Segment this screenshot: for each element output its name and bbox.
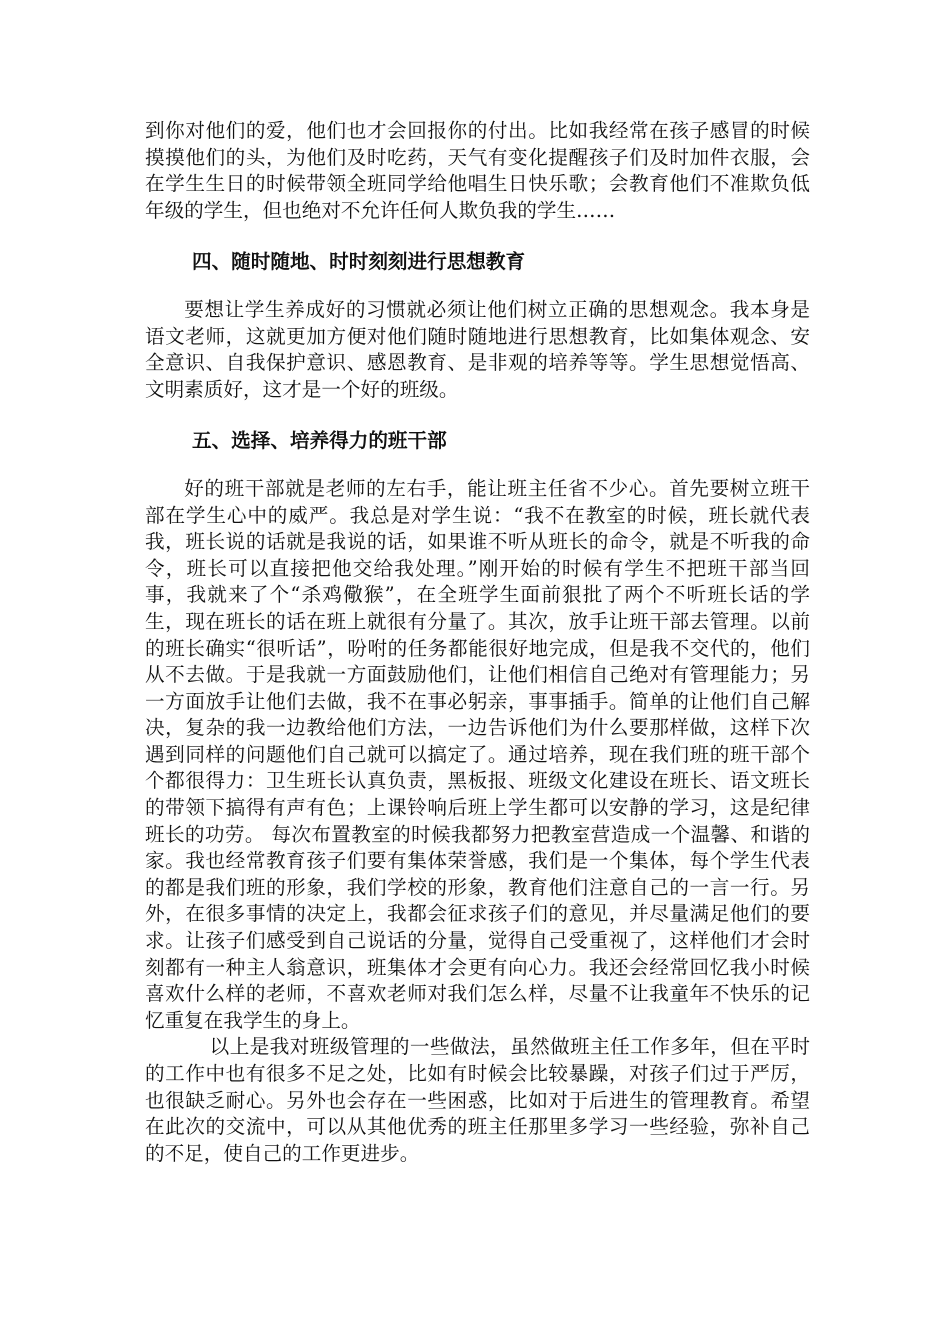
section-5-paragraph: 好的班干部就是老师的左右手，能让班主任省不少心。首先要树立班干部在学生心中的威严。我总是对学生说：“我不在教室的时候，班长就代表我，班长说的话就是我说的话，如果谁不听从班长的命令，就是不听我的命令，班长可以直接把他交给我处理。”刚开始的时候有学生不把班干部当回事，我就来了个“杀鸡儆猴”，在全班学生面前狠批了两个不听班长话的学生，现在班长的话在班上就很有分量了。其次，放手让班干部去管理。以前的班长确实“很听话”，吩咐的任务都能很好地完成，但是我不交代的，他们从不去做。于是我就一方面鼓励他们，让他们相信自己绝对有管理能力；另一方面放手让他们去做，我不在事必躬亲，事事插手。简单的让他们自己解决，复杂的我一边教给他们方法，一边告诉他们为什么要那样做，这样下次遇到同样的问题他们自己就可以搞定了。通过培养，现在我们班的班干部个个都很得力：卫生班长认真负责，黑板报、班级文化建设在班长、语文班长的带领下搞得有声有色；上课铃响后班上学生都可以安静的学习，这是纪律班长的功劳。 每次布置教室的时候我都努力把教室营造成一个温馨、和谐的家。我也经常教育孩子们要有集体荣誉感，我们是一个集体，每个学生代表的都是我们班的形象，我们学校的形象，教育他们注意自己的一言一行。另外，在很多事情的决定上，我都会征求孩子们的意见，并尽量满足他们的要求。让孩子们感受到自己说话的分量，觉得自己受重视了，这样他们才会时刻都有一种主人翁意识，班集体才会更有向心力。我还会经常回忆我小时候喜欢什么样的老师，不喜欢老师对我们怎么样，尽量不让我童年不快乐的记忆重复在我学生的身上。 xyxy=(145,476,810,1032)
section-4-paragraph: 要想让学生养成好的习惯就必须让他们树立正确的思想观念。我本身是语文老师，这就更加方便对他们随时随地进行思想教育，比如集体观念、安全意识、自我保护意识、感恩教育、是非观的培养等等。学生思想觉悟高、文明素质好，这才是一个好的班级。 xyxy=(145,297,810,401)
section-4-heading: 四、随时随地、时时刻刻进行思想教育 xyxy=(192,250,526,274)
intro-paragraph: 到你对他们的爱，他们也才会回报你的付出。比如我经常在孩子感冒的时候摸摸他们的头，为他们及时吃药，天气有变化提醒孩子们及时加件衣服，会在学生生日的时候带领全班同学给他唱生日快乐歌；会教育他们不准欺负低年级的学生，但也绝对不允许任何人欺负我的学生…… xyxy=(145,119,810,222)
conclusion-paragraph: 以上是我对班级管理的一些做法，虽然做班主任工作多年，但在平时的工作中也有很多不足之处，比如有时候会比较暴躁，对孩子们过于严厉，也很缺乏耐心。另外也会存在一些困惑，比如对于后进生的管理教育。希望在此次的交流中，可以从其他优秀的班主任那里多学习一些经验，弥补自己的不足，使自己的工作更进步。 xyxy=(145,1035,810,1165)
section-5-heading: 五、选择、培养得力的班干部 xyxy=(192,429,447,453)
document-page xyxy=(145,118,810,1167)
